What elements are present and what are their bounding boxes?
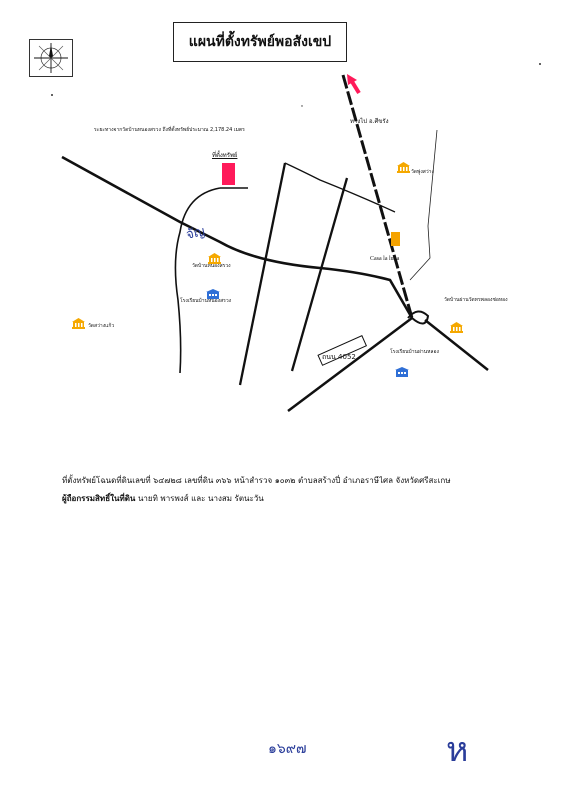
caption-owner-label: ผู้ถือกรรมสิทธิ์ในที่ดิน [62,494,136,503]
temple-icon [450,318,463,329]
school-icon [206,284,220,294]
road-4052-label: ถนน 4052 [322,353,356,361]
road-curve-left [175,188,220,373]
signature-on-map: จัญ [184,224,207,243]
main-road [343,75,412,318]
place-label-school-right: โรงเรียนบ้านผ่านหลอง [390,349,439,355]
property-label: ที่ตั้งทรัพย์ [212,152,238,159]
caption-owner-value: นายทิ พารพงส์ และ นางสม รัตนะวัน [137,494,264,503]
place-label-wat-ban-pho: วัดบ้านผ่านวัดทรพลองช่อหอง [444,297,508,303]
road-vertical-2 [292,178,347,371]
caption-line-1 [62,474,451,487]
caption-deed: ที่ตั้งทรัพย์โฉนดที่ดินเลขที่ ๖๔๗๒๘ เลขที่ดิน ๓๖๖ หน้าสำรวจ ๑๐๓๒ ตำบลสร้างปี่ อำเภอราษีไศล จังหวัดศรีสะเกษ [62,476,451,485]
casa-marker [391,232,400,246]
road-east-west [62,157,412,318]
page-title: แผนที่ตั้งทรัพย์พอสังเขป [188,34,332,50]
place-label-wat-sawang-kaeo: วัดสว่างแก้ว [88,323,115,329]
place-label-wat-nong-saruang: วัดบ้านหนองสรวง [192,263,231,269]
caption-line-2 [62,492,264,505]
road-4052-lower [288,318,412,411]
place-label-school-nong-saruang: โรงเรียนบ้านหนองสรวง [180,298,232,304]
temple-icon [397,158,410,169]
place-label-casa: Casa la luna [370,256,400,262]
temple-icon [72,314,85,325]
temple-icon [208,249,221,260]
handwriting-bottom-center: ๑๖๙๗ [268,741,307,757]
school-icon [395,362,409,372]
property-marker [222,163,235,185]
place-label-wat-phu-sawang: วัดพู่งสว่าง [411,169,434,175]
handwriting-bottom-right: ห [446,730,469,770]
road-direction-label: ทางไป อ.ศีขรัง [350,118,389,125]
distance-note: ระยะทางจากวัดบ้านหนองสรวง ถึงที่ตั้งทรัพย์ประมาณ 2,178.24 เมตร [94,127,245,133]
road-vertical-1 [240,163,285,385]
road-thin-right [410,130,437,280]
